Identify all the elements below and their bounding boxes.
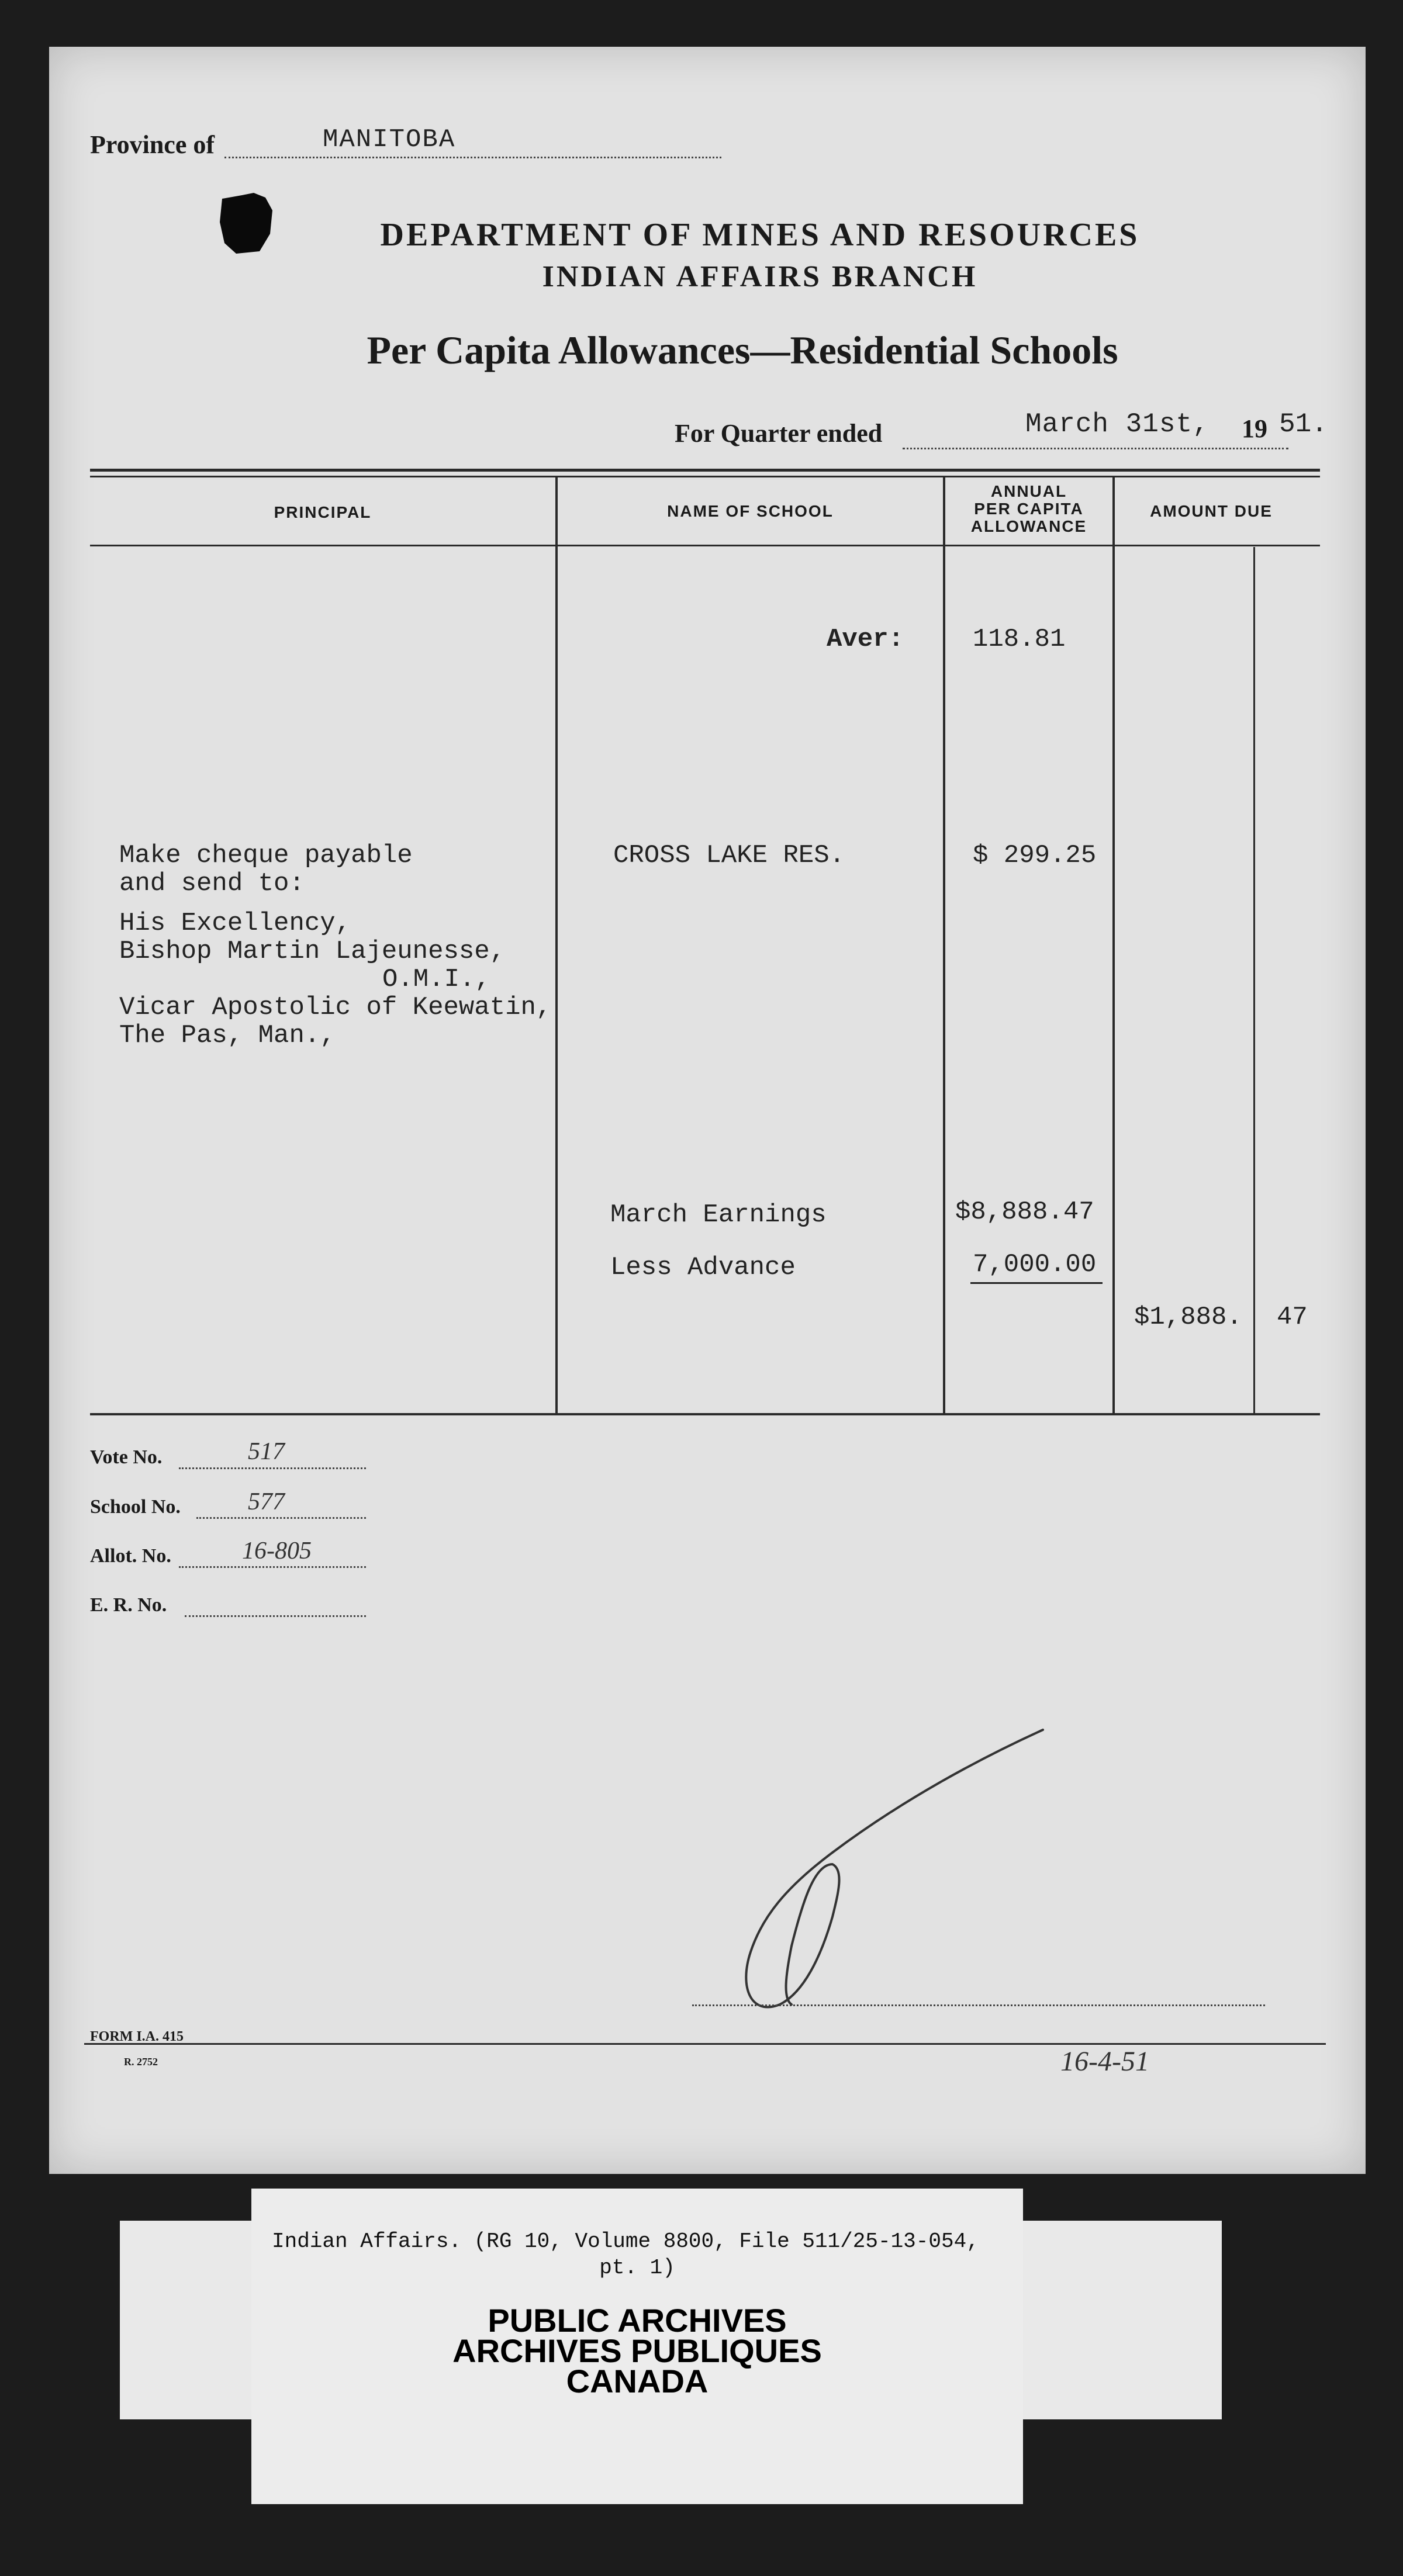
payable-line: The Pas, Man., <box>119 1021 336 1050</box>
advance-value: 7,000.00 <box>973 1250 1097 1279</box>
col-divider-cents <box>1253 547 1255 1413</box>
col-header-allowance-line2: PER CAPITA <box>974 500 1084 518</box>
signature-line <box>692 2004 1265 2006</box>
branch-name: INDIAN AFFAIRS BRANCH <box>542 260 978 293</box>
payable-line: His Excellency, <box>119 909 351 938</box>
quarter-value: March 31st, <box>1025 409 1210 439</box>
er-no-line <box>185 1615 366 1617</box>
archive-stamp-line3: CANADA <box>566 2363 709 2400</box>
average-label: Aver: <box>827 625 904 654</box>
footer-rule <box>84 2043 1326 2045</box>
department-name: DEPARTMENT OF MINES AND RESOURCES <box>380 217 1140 253</box>
col-header-amount: AMOUNT DUE <box>1150 502 1273 520</box>
date-stamp: 16-4-51 <box>1060 2046 1149 2077</box>
school-no-label: School No. <box>90 1496 181 1518</box>
payable-line: and send to: <box>119 869 305 898</box>
col-header-principal: PRINCIPAL <box>274 503 372 521</box>
vote-no-label: Vote No. <box>90 1446 163 1468</box>
school-allowance: $ 299.25 <box>973 841 1097 870</box>
province-label: Province of <box>90 130 215 159</box>
col-divider-principal <box>555 476 558 1413</box>
archive-card <box>251 2189 1023 2504</box>
advance-label: Less Advance <box>610 1253 796 1282</box>
table-bottom-rule <box>90 1413 1320 1415</box>
allot-no-line <box>179 1566 366 1568</box>
allot-no-label: Allot. No. <box>90 1545 171 1567</box>
table-top-rule-2 <box>90 476 1320 477</box>
signature-scribble <box>727 1724 1055 2028</box>
form-sheet <box>49 47 1366 2174</box>
earnings-label: March Earnings <box>610 1200 827 1230</box>
form-title: Per Capita Allowances—Residential Schools <box>367 328 1118 372</box>
school-no-value: 577 <box>248 1488 285 1515</box>
col-header-allowance-line1: ANNUAL <box>990 482 1067 500</box>
archive-stamp <box>251 2302 1023 2400</box>
archive-card-extension-right <box>1017 2221 1222 2419</box>
amount-due-dollars: $1,888. <box>1134 1303 1242 1332</box>
year-prefix: 19 <box>1242 414 1267 443</box>
allot-no-value: 16-805 <box>242 1538 312 1564</box>
col-header-allowance-line3: ALLOWANCE <box>970 517 1087 535</box>
payable-line: Bishop Martin Lajeunesse, <box>119 937 506 966</box>
col-header-allowance <box>945 483 1112 535</box>
archive-card-extension-left <box>120 2221 254 2419</box>
archive-stamp-line2: ARCHIVES PUBLIQUES <box>452 2332 822 2369</box>
form-code: R. 2752 <box>124 2056 158 2068</box>
quarter-label: For Quarter ended <box>675 419 883 448</box>
school-name: CROSS LAKE RES. <box>613 841 845 870</box>
payable-line: O.M.I., <box>382 965 490 994</box>
header-bottom-rule <box>90 545 1320 546</box>
year-suffix: 51. <box>1279 409 1328 439</box>
amount-due-cents: 47 <box>1277 1303 1308 1332</box>
archive-reference-line2: pt. 1) <box>599 2256 675 2280</box>
earnings-value: $8,888.47 <box>955 1197 1094 1227</box>
archive-reference-line1: Indian Affairs. (RG 10, Volume 8800, File 511/25-13-054, <box>272 2229 979 2253</box>
table-top-rule <box>90 469 1320 472</box>
col-divider-allowance <box>1112 476 1115 1413</box>
quarter-dotted-line <box>903 448 1288 449</box>
province-dotted-line <box>224 157 721 158</box>
vote-no-line <box>179 1467 366 1469</box>
advance-underline <box>970 1282 1103 1284</box>
payable-instructions <box>119 842 551 1050</box>
vote-no-value: 517 <box>248 1438 285 1465</box>
archive-stamp-line1: PUBLIC ARCHIVES <box>488 2302 787 2339</box>
col-divider-school <box>943 476 945 1413</box>
er-no-label: E. R. No. <box>90 1594 167 1616</box>
payable-line: Make cheque payable <box>119 841 413 870</box>
col-header-school: NAME OF SCHOOL <box>667 502 834 520</box>
school-no-line <box>196 1517 366 1519</box>
average-value: 118.81 <box>973 625 1066 654</box>
payable-line: Vicar Apostolic of Keewatin, <box>119 993 552 1022</box>
form-number: FORM I.A. 415 <box>90 2029 184 2044</box>
province-value: MANITOBA <box>323 125 456 154</box>
